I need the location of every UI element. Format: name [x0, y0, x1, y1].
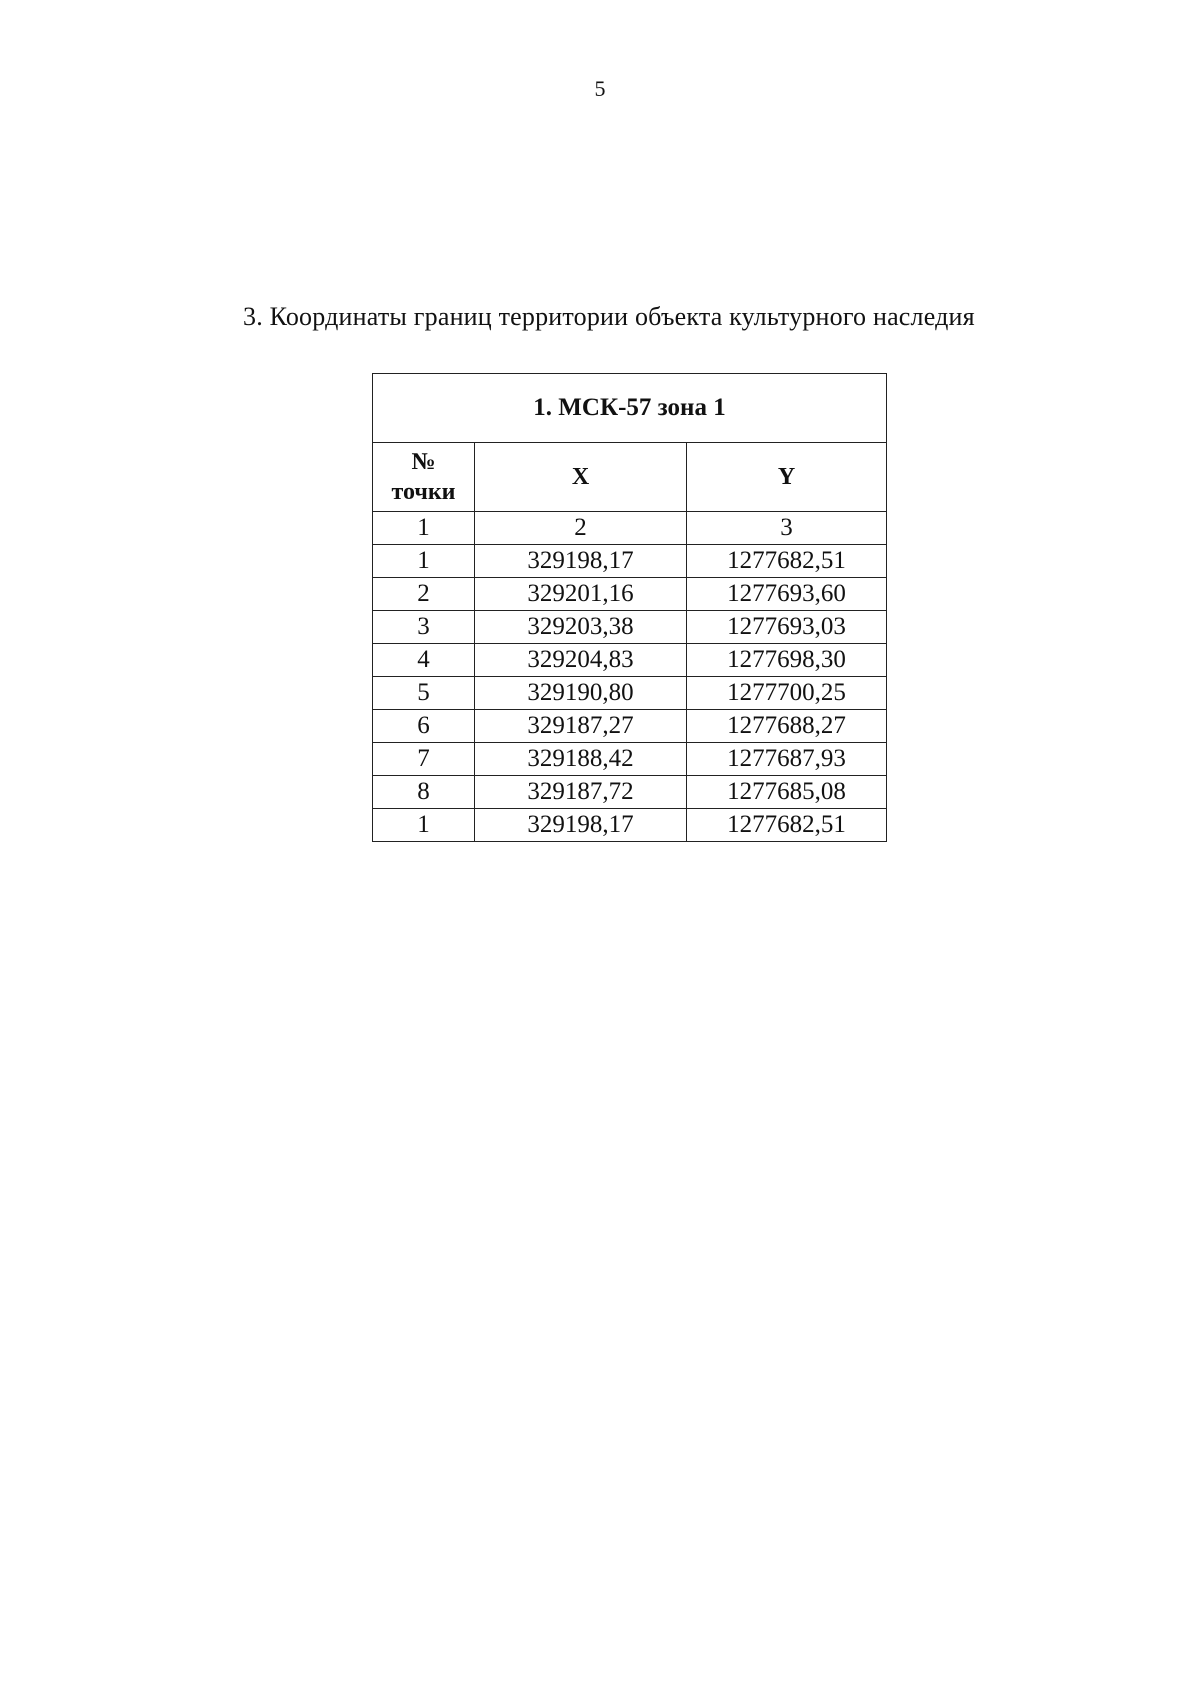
point-number-cell: 7	[373, 743, 475, 776]
x-coordinate-cell: 329198,17	[475, 809, 687, 842]
x-coordinate-cell: 329204,83	[475, 644, 687, 677]
column-index-1: 1	[373, 512, 475, 545]
column-index-3: 3	[687, 512, 887, 545]
table-row	[373, 578, 887, 611]
table-title-row	[373, 374, 887, 443]
column-index-2: 2	[475, 512, 687, 545]
y-coordinate-cell: 1277693,60	[687, 578, 887, 611]
table-header-row	[373, 443, 887, 512]
header-y: Y	[687, 443, 887, 512]
section-heading: 3. Координаты границ территории объекта культурного наследия	[243, 302, 975, 331]
table-title: 1. МСК-57 зона 1	[373, 374, 887, 443]
point-number-cell: 2	[373, 578, 475, 611]
table-row	[373, 776, 887, 809]
point-number-cell: 8	[373, 776, 475, 809]
x-coordinate-cell: 329198,17	[475, 545, 687, 578]
y-coordinate-cell: 1277685,08	[687, 776, 887, 809]
header-point-label: точки	[391, 479, 456, 505]
point-number-cell: 3	[373, 611, 475, 644]
point-number-cell: 1	[373, 809, 475, 842]
table-row	[373, 611, 887, 644]
x-coordinate-cell: 329190,80	[475, 677, 687, 710]
x-coordinate-cell: 329201,16	[475, 578, 687, 611]
coordinates-table	[372, 373, 887, 842]
table-body	[373, 545, 887, 842]
x-coordinate-cell: 329203,38	[475, 611, 687, 644]
column-index-row	[373, 512, 887, 545]
page-number: 5	[594, 76, 606, 101]
header-number-sign: №	[411, 449, 436, 475]
table-row	[373, 545, 887, 578]
y-coordinate-cell: 1277698,30	[687, 644, 887, 677]
header-x: X	[475, 443, 687, 512]
table-row	[373, 710, 887, 743]
y-coordinate-cell: 1277687,93	[687, 743, 887, 776]
header-point-number	[373, 443, 475, 512]
table-row	[373, 743, 887, 776]
y-coordinate-cell: 1277688,27	[687, 710, 887, 743]
point-number-cell: 4	[373, 644, 475, 677]
y-coordinate-cell: 1277693,03	[687, 611, 887, 644]
table-row	[373, 677, 887, 710]
x-coordinate-cell: 329187,27	[475, 710, 687, 743]
point-number-cell: 6	[373, 710, 475, 743]
x-coordinate-cell: 329188,42	[475, 743, 687, 776]
y-coordinate-cell: 1277682,51	[687, 545, 887, 578]
x-coordinate-cell: 329187,72	[475, 776, 687, 809]
y-coordinate-cell: 1277682,51	[687, 809, 887, 842]
point-number-cell: 5	[373, 677, 475, 710]
table-row	[373, 644, 887, 677]
point-number-cell: 1	[373, 545, 475, 578]
y-coordinate-cell: 1277700,25	[687, 677, 887, 710]
table-row	[373, 809, 887, 842]
